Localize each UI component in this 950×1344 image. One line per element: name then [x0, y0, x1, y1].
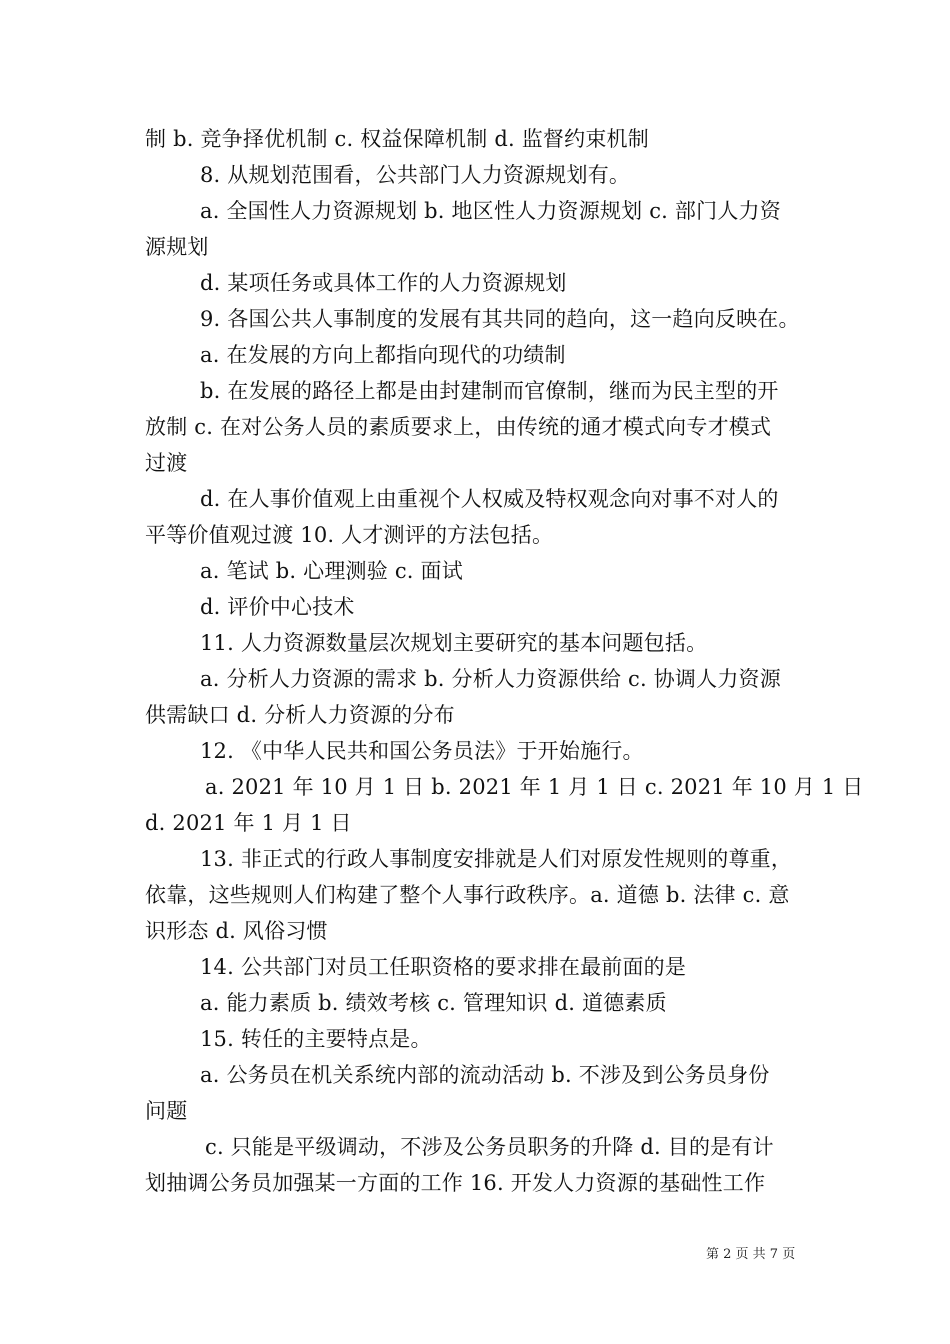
text-line: 放制 c. 在对公务人员的素质要求上，由传统的通才模式向专才模式: [145, 415, 772, 439]
text-line: 12. 《中华人民共和国公务员法》于开始施行。: [200, 739, 644, 763]
text-line: 11. 人力资源数量层次规划主要研究的基本问题包括。: [200, 631, 708, 655]
text-line: a. 全国性人力资源规划 b. 地区性人力资源规划 c. 部门人力资: [200, 199, 781, 223]
text-line: c. 只能是平级调动，不涉及公务员职务的升降 d. 目的是有计: [205, 1135, 774, 1159]
text-line: 源规划: [145, 235, 209, 259]
page-footer: 第 2 页 共 7 页: [706, 1247, 796, 1262]
text-line: a. 笔试 b. 心理测验 c. 面试: [200, 559, 463, 583]
text-line: 8. 从规划范围看，公共部门人力资源规划有。: [200, 163, 631, 187]
text-line: 供需缺口 d. 分析人力资源的分布: [145, 703, 455, 727]
text-line: 9. 各国公共人事制度的发展有其共同的趋向，这一趋向反映在。: [200, 307, 800, 331]
text-line: 问题: [145, 1099, 188, 1123]
text-line: d. 2021 年 1 月 1 日: [145, 811, 352, 835]
text-line: a. 分析人力资源的需求 b. 分析人力资源供给 c. 协调人力资源: [200, 667, 781, 691]
text-line: a. 2021 年 10 月 1 日 b. 2021 年 1 月 1 日 c. 2021 年 10 月 1 日: [205, 775, 864, 799]
text-line: 制 b. 竞争择优机制 c. 权益保障机制 d. 监督约束机制: [145, 127, 649, 151]
text-line: d. 某项任务或具体工作的人力资源规划: [200, 271, 567, 295]
text-line: d. 在人事价值观上由重视个人权威及特权观念向对事不对人的: [200, 487, 779, 511]
text-line: 划抽调公务员加强某一方面的工作 16. 开发人力资源的基础性工作: [145, 1171, 766, 1195]
text-line: 13. 非正式的行政人事制度安排就是人们对原发性规则的尊重，: [200, 847, 793, 871]
text-line: 过渡: [145, 451, 188, 475]
text-line: 识形态 d. 风俗习惯: [145, 919, 328, 943]
text-line: 14. 公共部门对员工任职资格的要求排在最前面的是: [200, 955, 687, 979]
text-line: 平等价值观过渡 10. 人才测评的方法包括。: [145, 523, 554, 547]
text-line: a. 公务员在机关系统内部的流动活动 b. 不涉及到公务员身份: [200, 1063, 770, 1087]
text-line: a. 在发展的方向上都指向现代的功绩制: [200, 343, 566, 367]
text-line: 15. 转任的主要特点是。: [200, 1027, 432, 1051]
text-line: a. 能力素质 b. 绩效考核 c. 管理知识 d. 道德素质: [200, 991, 667, 1015]
text-line: d. 评价中心技术: [200, 595, 355, 619]
text-line: b. 在发展的路径上都是由封建制而官僚制，继而为民主型的开: [200, 379, 779, 403]
text-line: 依靠，这些规则人们构建了整个人事行政秩序。a. 道德 b. 法律 c. 意: [145, 883, 790, 907]
